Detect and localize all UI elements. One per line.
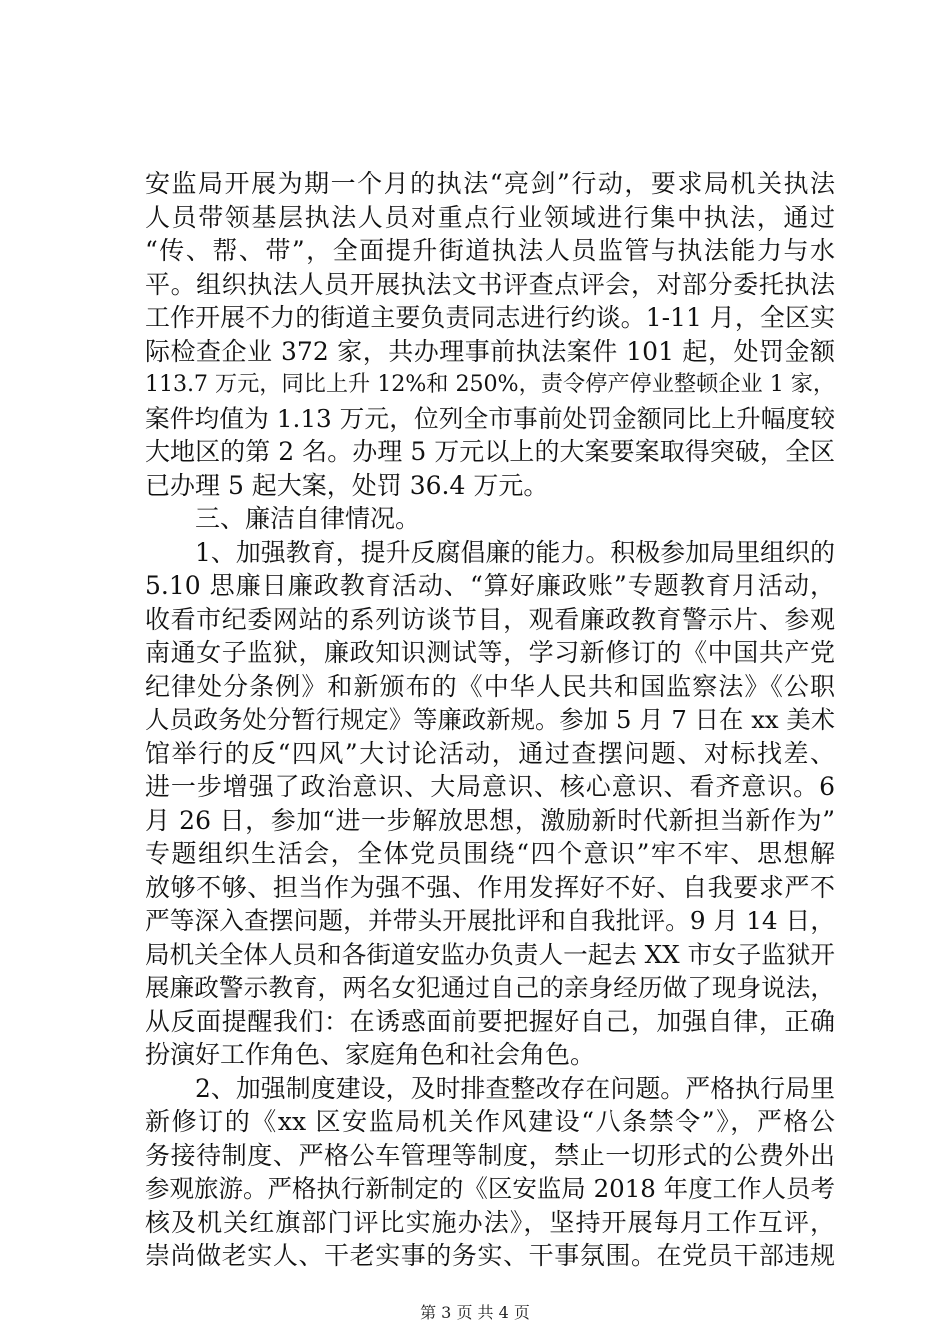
text-line: 月 26 日，参加“进一步解放思想，激励新时代新担当新作为”: [145, 805, 835, 835]
text-line: 专题组织生活会，全体党员围绕“四个意识”牢不牢、思想解: [145, 839, 835, 868]
text-line: 安监局开展为期一个月的执法“亮剑”行动，要求局机关执法: [145, 169, 835, 198]
text-line: 际检查企业 372 家，共办理事前执法案件 101 起，处罚金额: [145, 336, 835, 366]
text-line: 进一步增强了政治意识、大局意识、核心意识、看齐意识。6: [145, 772, 835, 801]
text-line: 收看市纪委网站的系列访谈节目，观看廉政教育警示片、参观: [145, 604, 835, 634]
text-line: 放够不够、担当作为强不强、作用发挥好不好、自我要求严不: [145, 872, 835, 902]
text-line: 人员带领基层执法人员对重点行业领域进行集中执法，通过: [145, 202, 835, 232]
text-line: 崇尚做老实人、干老实事的务实、干事氛围。在党员干部违规: [145, 1241, 835, 1270]
text-line: 2、加强制度建设，及时排查整改存在问题。严格执行局里: [145, 1073, 835, 1103]
text-line: 参观旅游。严格执行新制定的《区安监局 2018 年度工作人员考: [145, 1174, 835, 1203]
page-footer: 第 3 页 共 4 页: [420, 1303, 530, 1322]
text-line: 1、加强教育，提升反腐倡廉的能力。积极参加局里组织的: [145, 537, 835, 567]
text-line: 案件均值为 1.13 万元，位列全市事前处罚金额同比上升幅度较: [145, 403, 835, 433]
text-line: 馆举行的反“四风”大讨论活动，通过查摆问题、对标找差、: [145, 738, 835, 768]
text-line: 扮演好工作角色、家庭角色和社会角色。: [145, 1040, 596, 1069]
text-line: 大地区的第 2 名。办理 5 万元以上的大案要案取得突破，全区: [145, 437, 835, 466]
text-line: 严等深入查摆问题，并带头开展批评和自我批评。9 月 14 日，: [145, 906, 835, 935]
text-line: 人员政务处分暂行规定》等廉政新规。参加 5 月 7 日在 xx 美术: [145, 705, 835, 734]
text-line: 南通女子监狱，廉政知识测试等，学习新修订的《中国共产党: [145, 638, 835, 667]
text-line: 工作开展不力的街道主要负责同志进行约谈。1-11 月，全区实: [145, 303, 835, 332]
text-line: 从反面提醒我们：在诱惑面前要把握好自己，加强自律，正确: [145, 1006, 835, 1036]
text-line: 展廉政警示教育，两名女犯通过自己的亲身经历做了现身说法，: [145, 973, 835, 1002]
text-line: 纪律处分条例》和新颁布的《中华人民共和国监察法》《公职: [145, 671, 835, 701]
text-line: 5.10 思廉日廉政教育活动、“算好廉政账”专题教育月活动，: [145, 571, 835, 600]
text-line: 113.7 万元，同比上升 12%和 250%，责令停产停业整顿企业 1 家，: [145, 371, 835, 397]
text-line: 三、廉洁自律情况。: [145, 504, 421, 533]
document-body: [145, 167, 835, 1273]
text-line: 已办理 5 起大案，处罚 36.4 万元。: [145, 470, 549, 500]
text-line: “传、帮、带”，全面提升街道执法人员监管与执法能力与水: [145, 236, 835, 265]
text-line: 平。组织执法人员开展执法文书评查点评会，对部分委托执法: [145, 269, 835, 299]
text-line: 务接待制度、严格公车管理等制度，禁止一切形式的公费外出: [145, 1140, 835, 1170]
text-line: 核及机关红旗部门评比实施办法》，坚持开展每月工作互评，: [145, 1207, 835, 1237]
text-line: 局机关全体人员和各街道安监办负责人一起去 XX 市女子监狱开: [145, 939, 835, 969]
text-line: 新修订的《xx 区安监局机关作风建设“八条禁令”》，严格公: [145, 1107, 835, 1136]
